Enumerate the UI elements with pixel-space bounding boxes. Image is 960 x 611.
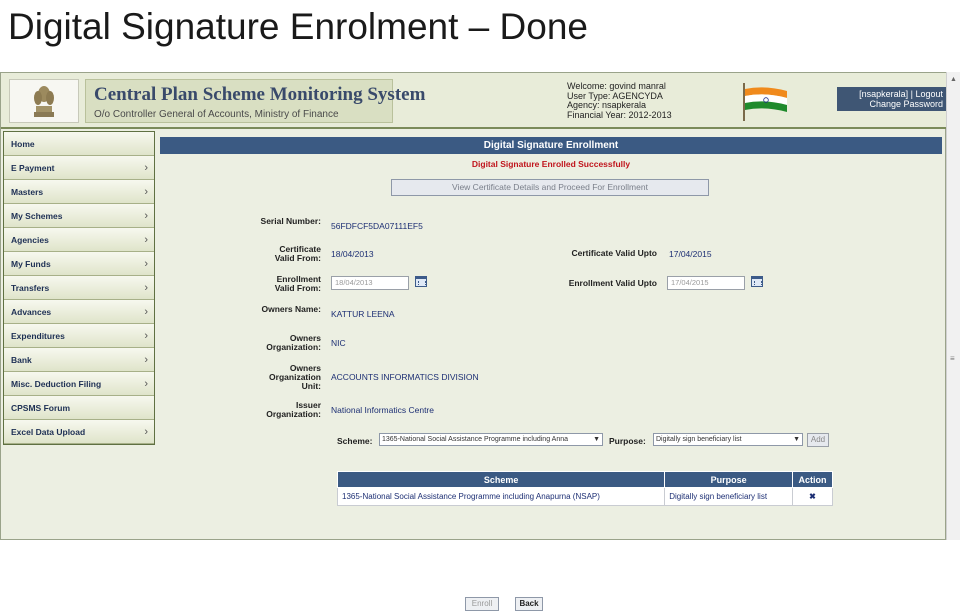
sidebar-item-cpsms-forum[interactable]: [4, 396, 154, 420]
table-header-row: [338, 472, 833, 488]
sidebar-item-expenditures[interactable]: [4, 324, 154, 348]
welcome-text: Welcome: govind manral: [567, 81, 666, 91]
page-title: Digital Signature Enrollment: [160, 137, 942, 154]
certificate-valid-from-value: 18/04/2013: [331, 249, 374, 259]
column-header-action: Action: [793, 472, 833, 488]
chevron-right-icon: ›: [144, 377, 148, 390]
sidebar-item-masters[interactable]: [4, 180, 154, 204]
chevron-right-icon: ›: [144, 353, 148, 366]
chevron-right-icon: ›: [144, 257, 148, 270]
chevron-right-icon: ›: [144, 233, 148, 246]
purpose-select[interactable]: [653, 433, 803, 446]
sidebar-item-label: E Payment: [11, 162, 55, 173]
sidebar-item-label: CPSMS Forum: [11, 402, 71, 413]
owners-organization-label: Owners Organization:: [266, 333, 321, 352]
enrollment-valid-upto-input[interactable]: 17/04/2015: [667, 276, 745, 290]
main-content: [159, 135, 943, 608]
sidebar-item-misc-deduction[interactable]: [4, 372, 154, 396]
sidebar-item-transfers[interactable]: [4, 276, 154, 300]
view-certificate-button[interactable]: View Certificate Details and Proceed For Enrollment: [391, 179, 709, 196]
scheme-select[interactable]: [379, 433, 603, 446]
scheme-label: Scheme:: [337, 436, 373, 446]
user-info: [567, 82, 672, 120]
national-emblem-logo: [9, 79, 79, 123]
sidebar-item-label: My Funds: [11, 258, 51, 269]
sidebar-item-home[interactable]: [4, 132, 154, 156]
chevron-right-icon: ›: [144, 425, 148, 438]
owners-name-label: Owners Name:: [261, 304, 321, 314]
enroll-button[interactable]: Enroll: [465, 597, 499, 611]
serial-number-value: 56FDFCF5DA07111EF5: [331, 221, 423, 231]
sidebar-item-agencies[interactable]: [4, 228, 154, 252]
sidebar-item-excel-upload[interactable]: [4, 420, 154, 444]
success-message: Digital Signature Enrolled Successfully: [471, 159, 631, 169]
chevron-right-icon: ›: [144, 305, 148, 318]
enrollment-valid-from-label: Enrollment Valid From:: [274, 274, 321, 293]
financial-year-text: Financial Year: 2012-2013: [567, 109, 672, 120]
chevron-right-icon: ›: [144, 209, 148, 222]
sidebar-item-my-schemes[interactable]: [4, 204, 154, 228]
sidebar-item-my-funds[interactable]: [4, 252, 154, 276]
sidebar-item-label: Bank: [11, 354, 32, 365]
sidebar-item-advances[interactable]: [4, 300, 154, 324]
certificate-valid-upto-label: Certificate Valid Upto: [571, 248, 657, 258]
sidebar-item-label: Misc. Deduction Filing: [11, 378, 102, 389]
purpose-label: Purpose:: [609, 436, 646, 446]
top-links: [837, 87, 947, 111]
table-row: [338, 488, 833, 506]
calendar-icon[interactable]: [751, 276, 763, 287]
chevron-right-icon: ›: [144, 329, 148, 342]
emblem-icon: [30, 82, 58, 120]
certificate-valid-from-label: Certificate Valid From:: [274, 244, 321, 263]
chevron-right-icon: ›: [144, 161, 148, 174]
system-banner: [85, 79, 426, 123]
table-cell-purpose: Digitally sign beneficiary list: [665, 488, 793, 506]
chevron-right-icon: ›: [144, 185, 148, 198]
banner-subtitle: O/o Controller General of Accounts, Ministry of Finance: [94, 109, 339, 120]
serial-number-label: Serial Number:: [260, 216, 321, 226]
banner-title: Central Plan Scheme Monitoring System: [94, 84, 426, 105]
scroll-thumb[interactable]: ≡: [950, 354, 955, 363]
enrollment-valid-from-input[interactable]: 18/04/2013: [331, 276, 409, 290]
slide-title: Digital Signature Enrolment – Done: [8, 6, 588, 47]
owners-organization-value: NIC: [331, 338, 346, 348]
back-button[interactable]: Back: [515, 597, 543, 611]
owners-organization-unit-value: ACCOUNTS INFORMATICS DIVISION: [331, 372, 479, 382]
sidebar-item-label: Transfers: [11, 282, 50, 293]
certificate-valid-upto-value: 17/04/2015: [669, 249, 712, 259]
sidebar-item-label: Home: [11, 138, 35, 149]
agency-text: Agency: nsapkerala: [567, 100, 647, 110]
sidebar-item-bank[interactable]: [4, 348, 154, 372]
chevron-down-icon: ▼: [593, 436, 600, 443]
add-button[interactable]: Add: [807, 433, 829, 447]
vertical-scrollbar[interactable]: [946, 72, 960, 540]
sidebar-item-label: Excel Data Upload: [11, 426, 86, 437]
table-cell-scheme: 1365-National Social Assistance Programme including Anapurna (NSAP): [338, 488, 665, 506]
enrollment-valid-upto-label: Enrollment Valid Upto: [568, 278, 657, 288]
app-header: [1, 73, 947, 129]
sidebar-item-label: My Schemes: [11, 210, 63, 221]
sidebar-item-e-payment[interactable]: [4, 156, 154, 180]
column-header-scheme: Scheme: [338, 472, 665, 488]
sidebar-menu: [3, 131, 155, 445]
issuer-organization-label: Issuer Organization:: [266, 400, 321, 419]
logout-link[interactable]: [nsapkerala] | Logout: [859, 89, 943, 99]
scheme-select-value: 1365-National Social Assistance Programme including Anna: [382, 436, 568, 443]
app-window: [0, 72, 946, 608]
sidebar-item-label: Masters: [11, 186, 44, 197]
chevron-right-icon: ›: [144, 281, 148, 294]
chevron-down-icon: ▼: [793, 436, 800, 443]
issuer-organization-value: National Informatics Centre: [331, 405, 434, 415]
india-flag-icon: [741, 83, 789, 121]
calendar-icon[interactable]: [415, 276, 427, 287]
sidebar-item-label: Advances: [11, 306, 52, 317]
sidebar-item-label: Expenditures: [11, 330, 65, 341]
user-type-text: User Type: AGENCYDA: [567, 90, 663, 101]
owners-organization-unit-label: Owners Organization Unit:: [269, 363, 321, 391]
scroll-up-icon[interactable]: ▲: [950, 76, 957, 83]
purpose-select-value: Digitally sign beneficiary list: [656, 436, 742, 443]
delete-icon[interactable]: ✖: [793, 488, 833, 506]
owners-name-value: KATTUR LEENA: [331, 309, 395, 319]
column-header-purpose: Purpose: [665, 472, 793, 488]
sidebar-item-label: Agencies: [11, 234, 49, 245]
change-password-link[interactable]: Change Password: [869, 99, 943, 109]
scheme-purpose-table: [337, 471, 833, 506]
